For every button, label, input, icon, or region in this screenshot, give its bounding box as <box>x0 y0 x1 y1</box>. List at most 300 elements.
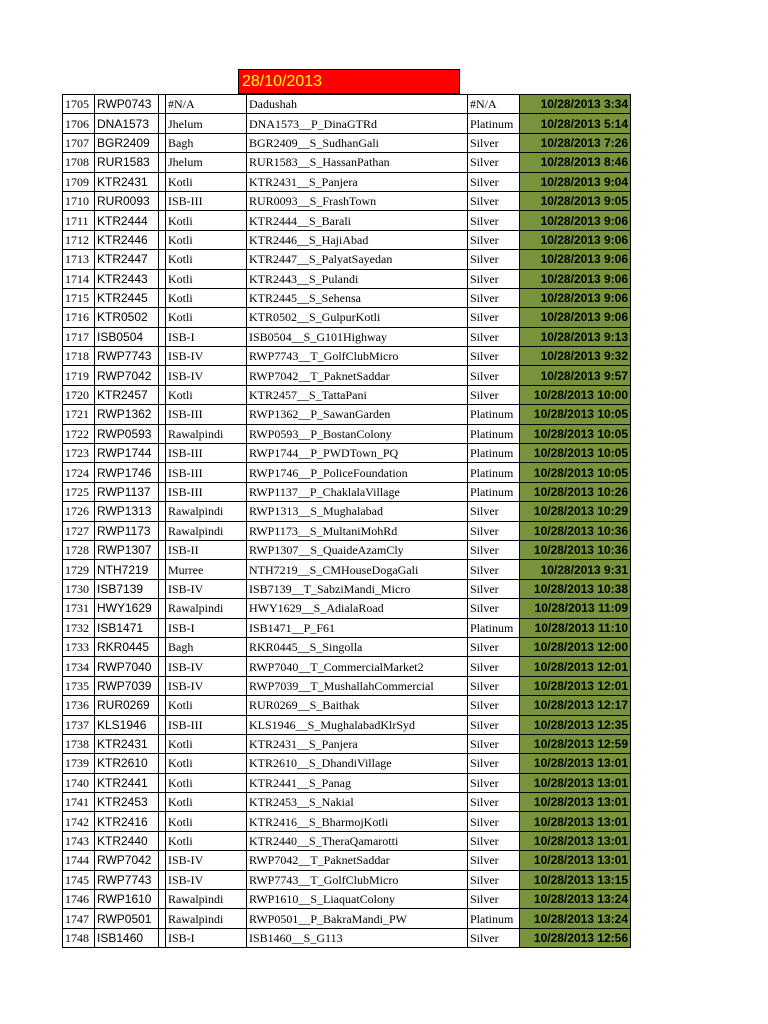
site-name-cell[interactable]: Dadushah <box>247 95 468 114</box>
row-number-cell[interactable]: 1740 <box>63 773 95 792</box>
timestamp-cell[interactable]: 10/28/2013 12:01 <box>520 657 631 676</box>
site-name-cell[interactable]: ISB1460__S_G113 <box>247 928 468 947</box>
region-cell[interactable]: ISB-IV <box>166 870 247 889</box>
spacer-cell <box>159 482 166 501</box>
site-code-cell[interactable]: KTR2444 <box>95 211 159 230</box>
tier-cell[interactable]: Silver <box>468 560 520 579</box>
site-name-cell[interactable]: RKR0445__S_Singolla <box>247 637 468 656</box>
tier-cell[interactable]: Platinum <box>468 424 520 443</box>
timestamp-cell[interactable]: 10/28/2013 12:01 <box>520 676 631 695</box>
site-name-cell[interactable]: RWP1610__S_LiaquatColony <box>247 890 468 909</box>
timestamp-cell[interactable]: 10/28/2013 9:06 <box>520 269 631 288</box>
row-number-cell[interactable]: 1736 <box>63 696 95 715</box>
region-cell[interactable]: Bagh <box>166 133 247 152</box>
region-cell[interactable]: ISB-II <box>166 540 247 559</box>
timestamp-cell[interactable]: 10/28/2013 12:17 <box>520 696 631 715</box>
region-cell[interactable]: Jhelum <box>166 153 247 172</box>
table-row <box>63 928 631 947</box>
row-number-cell[interactable]: 1724 <box>63 463 95 482</box>
tier-cell[interactable]: Platinum <box>468 909 520 928</box>
timestamp-cell[interactable]: 10/28/2013 9:06 <box>520 211 631 230</box>
timestamp-cell[interactable]: 10/28/2013 13:01 <box>520 812 631 831</box>
site-code-cell[interactable]: KTR2431 <box>95 172 159 191</box>
timestamp-cell[interactable]: 10/28/2013 3:34 <box>520 95 631 114</box>
row-number-cell[interactable]: 1747 <box>63 909 95 928</box>
site-name-cell[interactable]: KTR2457__S_TattaPani <box>247 385 468 404</box>
site-code-cell[interactable]: KTR2440 <box>95 831 159 850</box>
tier-cell[interactable]: Silver <box>468 715 520 734</box>
timestamp-cell[interactable]: 10/28/2013 10:05 <box>520 444 631 463</box>
row-number-cell[interactable]: 1708 <box>63 153 95 172</box>
timestamp-cell[interactable]: 10/28/2013 9:06 <box>520 230 631 249</box>
tier-cell[interactable]: Silver <box>468 793 520 812</box>
site-name-cell[interactable]: KTR2445__S_Sehensa <box>247 288 468 307</box>
site-name-cell[interactable]: DNA1573__P_DinaGTRd <box>247 114 468 133</box>
tier-cell[interactable]: Silver <box>468 347 520 366</box>
table-row <box>63 424 631 443</box>
timestamp-cell[interactable]: 10/28/2013 12:59 <box>520 734 631 753</box>
tier-cell[interactable]: Silver <box>468 191 520 210</box>
region-cell[interactable]: Kotli <box>166 754 247 773</box>
timestamp-cell[interactable]: 10/28/2013 8:46 <box>520 153 631 172</box>
site-name-cell[interactable]: KTR2610__S_DhandiVillage <box>247 754 468 773</box>
tier-cell[interactable]: Silver <box>468 831 520 850</box>
spacer-cell <box>159 851 166 870</box>
row-number-cell[interactable]: 1714 <box>63 269 95 288</box>
site-code-cell[interactable]: RKR0445 <box>95 637 159 656</box>
region-cell[interactable]: ISB-III <box>166 463 247 482</box>
timestamp-cell[interactable]: 10/28/2013 9:05 <box>520 191 631 210</box>
spacer-cell <box>159 502 166 521</box>
site-name-cell[interactable]: RWP1313__S_Mughalabad <box>247 502 468 521</box>
site-code-cell[interactable]: KTR2445 <box>95 288 159 307</box>
timestamp-cell[interactable]: 10/28/2013 13:01 <box>520 793 631 812</box>
region-cell[interactable]: Rawalpindi <box>166 599 247 618</box>
row-number-cell[interactable]: 1718 <box>63 347 95 366</box>
tier-cell[interactable]: Silver <box>468 637 520 656</box>
site-name-cell[interactable]: RWP1362__P_SawanGarden <box>247 405 468 424</box>
date-header-cell[interactable]: 28/10/2013 <box>238 69 460 94</box>
row-number-cell[interactable]: 1739 <box>63 754 95 773</box>
site-name-cell[interactable]: KTR2446__S_HajiAbad <box>247 230 468 249</box>
timestamp-cell[interactable]: 10/28/2013 12:35 <box>520 715 631 734</box>
region-cell[interactable]: ISB-III <box>166 715 247 734</box>
site-name-cell[interactable]: RWP7040__T_CommercialMarket2 <box>247 657 468 676</box>
site-name-cell[interactable]: KTR2447__S_PalyatSayedan <box>247 250 468 269</box>
row-number-cell[interactable]: 1734 <box>63 657 95 676</box>
site-name-cell[interactable]: KTR2441__S_Panag <box>247 773 468 792</box>
spacer-cell <box>159 754 166 773</box>
tier-cell[interactable]: Silver <box>468 211 520 230</box>
tier-cell[interactable]: Platinum <box>468 114 520 133</box>
row-number-cell[interactable]: 1715 <box>63 288 95 307</box>
timestamp-cell[interactable]: 10/28/2013 7:26 <box>520 133 631 152</box>
site-name-cell[interactable]: RUR1583__S_HassanPathan <box>247 153 468 172</box>
table-row <box>63 95 631 114</box>
tier-cell[interactable]: Silver <box>468 308 520 327</box>
timestamp-cell[interactable]: 10/28/2013 13:01 <box>520 754 631 773</box>
site-code-cell[interactable]: ISB1460 <box>95 928 159 947</box>
row-number-cell[interactable]: 1733 <box>63 637 95 656</box>
timestamp-cell[interactable]: 10/28/2013 12:00 <box>520 637 631 656</box>
spacer-cell <box>159 831 166 850</box>
region-cell[interactable]: ISB-IV <box>166 676 247 695</box>
region-cell[interactable]: Bagh <box>166 637 247 656</box>
row-number-cell[interactable]: 1746 <box>63 890 95 909</box>
site-code-cell[interactable]: KTR2431 <box>95 734 159 753</box>
region-cell[interactable]: ISB-III <box>166 482 247 501</box>
site-name-cell[interactable]: ISB1471__P_F61 <box>247 618 468 637</box>
tier-cell[interactable]: Silver <box>468 812 520 831</box>
site-name-cell[interactable]: RWP7743__T_GolfClubMicro <box>247 870 468 889</box>
row-number-cell[interactable]: 1721 <box>63 405 95 424</box>
row-number-cell[interactable]: 1735 <box>63 676 95 695</box>
timestamp-cell[interactable]: 10/28/2013 9:13 <box>520 327 631 346</box>
timestamp-cell[interactable]: 10/28/2013 5:14 <box>520 114 631 133</box>
row-number-cell[interactable]: 1741 <box>63 793 95 812</box>
site-name-cell[interactable]: RWP1746__P_PoliceFoundation <box>247 463 468 482</box>
site-name-cell[interactable]: KTR2440__S_TheraQamarotti <box>247 831 468 850</box>
site-name-cell[interactable]: RWP7039__T_MushallahCommercial <box>247 676 468 695</box>
tier-cell[interactable]: Silver <box>468 676 520 695</box>
site-code-cell[interactable]: RWP7042 <box>95 851 159 870</box>
site-name-cell[interactable]: RUR0269__S_Baithak <box>247 696 468 715</box>
row-number-cell[interactable]: 1711 <box>63 211 95 230</box>
site-code-cell[interactable]: RWP1610 <box>95 890 159 909</box>
region-cell[interactable]: ISB-I <box>166 928 247 947</box>
table-row <box>63 618 631 637</box>
region-cell[interactable]: Rawalpindi <box>166 909 247 928</box>
row-number-cell[interactable]: 1706 <box>63 114 95 133</box>
region-cell[interactable]: Kotli <box>166 773 247 792</box>
timestamp-cell[interactable]: 10/28/2013 10:36 <box>520 521 631 540</box>
site-code-cell[interactable]: KLS1946 <box>95 715 159 734</box>
region-cell[interactable]: ISB-III <box>166 444 247 463</box>
region-cell[interactable]: Kotli <box>166 211 247 230</box>
row-number-cell[interactable]: 1728 <box>63 540 95 559</box>
site-code-cell[interactable]: RWP0501 <box>95 909 159 928</box>
site-name-cell[interactable]: RUR0093__S_FrashTown <box>247 191 468 210</box>
site-code-cell[interactable]: RWP1137 <box>95 482 159 501</box>
row-number-cell[interactable]: 1719 <box>63 366 95 385</box>
row-number-cell[interactable]: 1742 <box>63 812 95 831</box>
site-name-cell[interactable]: RWP1307__S_QuaideAzamCly <box>247 540 468 559</box>
region-cell[interactable]: ISB-IV <box>166 657 247 676</box>
tier-cell[interactable]: Silver <box>468 172 520 191</box>
row-number-cell[interactable]: 1723 <box>63 444 95 463</box>
tier-cell[interactable]: Silver <box>468 153 520 172</box>
site-code-cell[interactable]: RWP7042 <box>95 366 159 385</box>
tier-cell[interactable]: Silver <box>468 928 520 947</box>
region-cell[interactable]: ISB-IV <box>166 347 247 366</box>
region-cell[interactable]: Kotli <box>166 250 247 269</box>
region-cell[interactable]: Jhelum <box>166 114 247 133</box>
site-name-cell[interactable]: KTR2431__S_Panjera <box>247 172 468 191</box>
region-cell[interactable]: Rawalpindi <box>166 502 247 521</box>
spacer-cell <box>159 366 166 385</box>
site-code-cell[interactable]: KTR2441 <box>95 773 159 792</box>
row-number-cell[interactable]: 1720 <box>63 385 95 404</box>
timestamp-cell[interactable]: 10/28/2013 13:01 <box>520 831 631 850</box>
row-number-cell[interactable]: 1710 <box>63 191 95 210</box>
region-cell[interactable]: ISB-III <box>166 191 247 210</box>
site-name-cell[interactable]: KTR2453__S_Nakial <box>247 793 468 812</box>
tier-cell[interactable]: Silver <box>468 851 520 870</box>
spacer-cell <box>159 618 166 637</box>
tier-cell[interactable]: Silver <box>468 657 520 676</box>
row-number-cell[interactable]: 1707 <box>63 133 95 152</box>
site-name-cell[interactable]: KTR0502__S_GulpurKotli <box>247 308 468 327</box>
spacer-cell <box>159 250 166 269</box>
site-name-cell[interactable]: ISB0504__S_G101Highway <box>247 327 468 346</box>
tier-cell[interactable]: Silver <box>468 890 520 909</box>
site-name-cell[interactable]: KLS1946__S_MughalabadKlrSyd <box>247 715 468 734</box>
region-cell[interactable]: Rawalpindi <box>166 424 247 443</box>
table-row <box>63 734 631 753</box>
site-name-cell[interactable]: RWP7743__T_GolfClubMicro <box>247 347 468 366</box>
site-code-cell[interactable]: ISB7139 <box>95 579 159 598</box>
site-name-cell[interactable]: NTH7219__S_CMHouseDogaGali <box>247 560 468 579</box>
timestamp-cell[interactable]: 10/28/2013 13:24 <box>520 909 631 928</box>
tier-cell[interactable]: Silver <box>468 366 520 385</box>
timestamp-cell[interactable]: 10/28/2013 9:06 <box>520 308 631 327</box>
table-row <box>63 754 631 773</box>
site-code-cell[interactable]: KTR2453 <box>95 793 159 812</box>
tier-cell[interactable]: Platinum <box>468 618 520 637</box>
site-code-cell[interactable]: RWP1313 <box>95 502 159 521</box>
region-cell[interactable]: Kotli <box>166 831 247 850</box>
row-number-cell[interactable]: 1713 <box>63 250 95 269</box>
site-code-cell[interactable]: DNA1573 <box>95 114 159 133</box>
site-name-cell[interactable]: KTR2443__S_Pulandi <box>247 269 468 288</box>
row-number-cell[interactable]: 1737 <box>63 715 95 734</box>
row-number-cell[interactable]: 1744 <box>63 851 95 870</box>
tier-cell[interactable]: Silver <box>468 327 520 346</box>
table-row <box>63 347 631 366</box>
region-cell[interactable]: Rawalpindi <box>166 890 247 909</box>
timestamp-cell[interactable]: 10/28/2013 10:36 <box>520 540 631 559</box>
timestamp-cell[interactable]: 10/28/2013 11:09 <box>520 599 631 618</box>
row-number-cell[interactable]: 1725 <box>63 482 95 501</box>
timestamp-cell[interactable]: 10/28/2013 9:04 <box>520 172 631 191</box>
site-code-cell[interactable]: RWP1307 <box>95 540 159 559</box>
spacer-cell <box>159 385 166 404</box>
timestamp-cell[interactable]: 10/28/2013 9:06 <box>520 250 631 269</box>
site-code-cell[interactable]: RUR0269 <box>95 696 159 715</box>
timestamp-cell[interactable]: 10/28/2013 12:56 <box>520 928 631 947</box>
tier-cell[interactable]: Silver <box>468 754 520 773</box>
site-code-cell[interactable]: RWP1746 <box>95 463 159 482</box>
region-cell[interactable]: ISB-IV <box>166 579 247 598</box>
region-cell[interactable]: Kotli <box>166 308 247 327</box>
tier-cell[interactable]: Silver <box>468 599 520 618</box>
tier-cell[interactable]: Silver <box>468 385 520 404</box>
timestamp-cell[interactable]: 10/28/2013 13:01 <box>520 773 631 792</box>
site-code-cell[interactable]: KTR2610 <box>95 754 159 773</box>
region-cell[interactable]: Rawalpindi <box>166 521 247 540</box>
site-code-cell[interactable]: RWP0593 <box>95 424 159 443</box>
tier-cell[interactable]: Silver <box>468 540 520 559</box>
row-number-cell[interactable]: 1729 <box>63 560 95 579</box>
site-code-cell[interactable]: ISB1471 <box>95 618 159 637</box>
site-code-cell[interactable]: BGR2409 <box>95 133 159 152</box>
tier-cell[interactable]: #N/A <box>468 95 520 114</box>
site-code-cell[interactable]: NTH7219 <box>95 560 159 579</box>
timestamp-cell[interactable]: 10/28/2013 10:38 <box>520 579 631 598</box>
tier-cell[interactable]: Silver <box>468 502 520 521</box>
site-code-cell[interactable]: RUR0093 <box>95 191 159 210</box>
spacer-cell <box>159 599 166 618</box>
tier-cell[interactable]: Silver <box>468 250 520 269</box>
site-name-cell[interactable]: RWP0501__P_BakraMandi_PW <box>247 909 468 928</box>
table-row <box>63 560 631 579</box>
table-row <box>63 288 631 307</box>
table-row <box>63 851 631 870</box>
site-name-cell[interactable]: KTR2431__S_Panjera <box>247 734 468 753</box>
site-name-cell[interactable]: ISB7139__T_SabziMandi_Micro <box>247 579 468 598</box>
region-cell[interactable]: Kotli <box>166 288 247 307</box>
row-number-cell[interactable]: 1712 <box>63 230 95 249</box>
region-cell[interactable]: Kotli <box>166 696 247 715</box>
site-name-cell[interactable]: BGR2409__S_SudhanGali <box>247 133 468 152</box>
site-code-cell[interactable]: KTR0502 <box>95 308 159 327</box>
region-cell[interactable]: ISB-III <box>166 405 247 424</box>
site-code-cell[interactable]: RWP1173 <box>95 521 159 540</box>
timestamp-cell[interactable]: 10/28/2013 9:31 <box>520 560 631 579</box>
timestamp-cell[interactable]: 10/28/2013 9:06 <box>520 288 631 307</box>
tier-cell[interactable]: Platinum <box>468 444 520 463</box>
timestamp-cell[interactable]: 10/28/2013 10:05 <box>520 405 631 424</box>
timestamp-cell[interactable]: 10/28/2013 10:00 <box>520 385 631 404</box>
timestamp-cell[interactable]: 10/28/2013 13:01 <box>520 851 631 870</box>
tier-cell[interactable]: Silver <box>468 521 520 540</box>
site-code-cell[interactable]: KTR2443 <box>95 269 159 288</box>
site-code-cell[interactable]: KTR2447 <box>95 250 159 269</box>
site-code-cell[interactable]: RWP0743 <box>95 95 159 114</box>
site-name-cell[interactable]: RWP1744__P_PWDTown_PQ <box>247 444 468 463</box>
region-cell[interactable]: ISB-IV <box>166 366 247 385</box>
timestamp-cell[interactable]: 10/28/2013 13:15 <box>520 870 631 889</box>
tier-cell[interactable]: Silver <box>468 773 520 792</box>
timestamp-cell[interactable]: 10/28/2013 10:26 <box>520 482 631 501</box>
site-name-cell[interactable]: KTR2444__S_Barali <box>247 211 468 230</box>
row-number-cell[interactable]: 1738 <box>63 734 95 753</box>
region-cell[interactable]: Kotli <box>166 230 247 249</box>
site-code-cell[interactable]: RWP1362 <box>95 405 159 424</box>
site-code-cell[interactable]: RWP7743 <box>95 347 159 366</box>
region-cell[interactable]: Kotli <box>166 734 247 753</box>
site-name-cell[interactable]: RWP1137__P_ChaklalaVillage <box>247 482 468 501</box>
spacer-cell <box>159 676 166 695</box>
row-number-cell[interactable]: 1730 <box>63 579 95 598</box>
tier-cell[interactable]: Platinum <box>468 482 520 501</box>
site-name-cell[interactable]: RWP7042__T_PaknetSaddar <box>247 366 468 385</box>
region-cell[interactable]: Kotli <box>166 269 247 288</box>
site-code-cell[interactable]: HWY1629 <box>95 599 159 618</box>
site-name-cell[interactable]: HWY1629__S_AdialaRoad <box>247 599 468 618</box>
spacer-cell <box>159 133 166 152</box>
site-outage-table <box>62 94 631 948</box>
tier-cell[interactable]: Silver <box>468 230 520 249</box>
site-code-cell[interactable]: ISB0504 <box>95 327 159 346</box>
row-number-cell[interactable]: 1726 <box>63 502 95 521</box>
site-code-cell[interactable]: KTR2446 <box>95 230 159 249</box>
row-number-cell[interactable]: 1722 <box>63 424 95 443</box>
row-number-cell[interactable]: 1731 <box>63 599 95 618</box>
site-code-cell[interactable]: RWP1744 <box>95 444 159 463</box>
tier-cell[interactable]: Silver <box>468 870 520 889</box>
timestamp-cell[interactable]: 10/28/2013 10:29 <box>520 502 631 521</box>
spacer-cell <box>159 909 166 928</box>
timestamp-cell[interactable]: 10/28/2013 9:57 <box>520 366 631 385</box>
tier-cell[interactable]: Silver <box>468 734 520 753</box>
region-cell[interactable]: Kotli <box>166 172 247 191</box>
row-number-cell[interactable]: 1727 <box>63 521 95 540</box>
spacer-cell <box>159 308 166 327</box>
table-row <box>63 327 631 346</box>
row-number-cell[interactable]: 1748 <box>63 928 95 947</box>
region-cell[interactable]: Kotli <box>166 812 247 831</box>
tier-cell[interactable]: Silver <box>468 288 520 307</box>
site-code-cell[interactable]: RUR1583 <box>95 153 159 172</box>
row-number-cell[interactable]: 1705 <box>63 95 95 114</box>
row-number-cell[interactable]: 1716 <box>63 308 95 327</box>
row-number-cell[interactable]: 1717 <box>63 327 95 346</box>
row-number-cell[interactable]: 1743 <box>63 831 95 850</box>
site-name-cell[interactable]: RWP1173__S_MultaniMohRd <box>247 521 468 540</box>
site-code-cell[interactable]: RWP7039 <box>95 676 159 695</box>
spacer-cell <box>159 540 166 559</box>
timestamp-cell[interactable]: 10/28/2013 11:10 <box>520 618 631 637</box>
region-cell[interactable]: ISB-IV <box>166 851 247 870</box>
row-number-cell[interactable]: 1709 <box>63 172 95 191</box>
timestamp-cell[interactable]: 10/28/2013 9:32 <box>520 347 631 366</box>
region-cell[interactable]: Kotli <box>166 385 247 404</box>
tier-cell[interactable]: Platinum <box>468 405 520 424</box>
site-name-cell[interactable]: RWP7042__T_PaknetSaddar <box>247 851 468 870</box>
timestamp-cell[interactable]: 10/28/2013 13:24 <box>520 890 631 909</box>
timestamp-cell[interactable]: 10/28/2013 10:05 <box>520 424 631 443</box>
site-name-cell[interactable]: RWP0593__P_BostanColony <box>247 424 468 443</box>
table-row <box>63 385 631 404</box>
row-number-cell[interactable]: 1745 <box>63 870 95 889</box>
region-cell[interactable]: Kotli <box>166 793 247 812</box>
table-row <box>63 366 631 385</box>
tier-cell[interactable]: Silver <box>468 133 520 152</box>
table-row <box>63 482 631 501</box>
table-row <box>63 114 631 133</box>
site-code-cell[interactable]: KTR2457 <box>95 385 159 404</box>
site-code-cell[interactable]: RWP7040 <box>95 657 159 676</box>
region-cell[interactable]: #N/A <box>166 95 247 114</box>
region-cell[interactable]: ISB-I <box>166 327 247 346</box>
timestamp-cell[interactable]: 10/28/2013 10:05 <box>520 463 631 482</box>
tier-cell[interactable]: Silver <box>468 269 520 288</box>
site-code-cell[interactable]: RWP7743 <box>95 870 159 889</box>
region-cell[interactable]: Murree <box>166 560 247 579</box>
spacer-cell <box>159 211 166 230</box>
table-row <box>63 502 631 521</box>
tier-cell[interactable]: Silver <box>468 696 520 715</box>
site-code-cell[interactable]: KTR2416 <box>95 812 159 831</box>
region-cell[interactable]: ISB-I <box>166 618 247 637</box>
spacer-cell <box>159 579 166 598</box>
site-name-cell[interactable]: KTR2416__S_BharmojKotli <box>247 812 468 831</box>
tier-cell[interactable]: Silver <box>468 579 520 598</box>
tier-cell[interactable]: Platinum <box>468 463 520 482</box>
row-number-cell[interactable]: 1732 <box>63 618 95 637</box>
table-body <box>63 95 631 948</box>
